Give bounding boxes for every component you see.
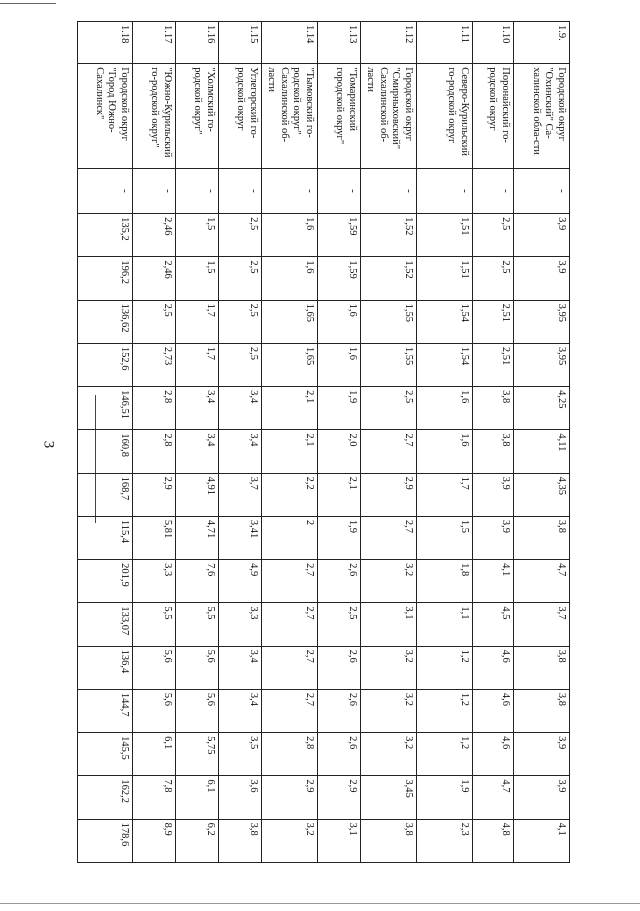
value-cell: 2,46 — [133, 214, 176, 257]
value-cell: 1,6 — [417, 387, 473, 430]
table-row — [417, 22, 473, 863]
value-cell: 3,8 — [514, 689, 570, 732]
dash-cell: - — [361, 168, 417, 213]
value-cell: 3,4 — [176, 430, 219, 473]
value-cell: 136,4 — [78, 646, 133, 689]
value-cell: 5,5 — [133, 603, 176, 646]
value-cell: 1,55 — [361, 343, 417, 386]
value-cell: 2,5 — [361, 387, 417, 430]
value-cell: 162,2 — [78, 776, 133, 819]
table-row — [78, 22, 133, 863]
row-number-cell: 1.17 — [133, 22, 176, 64]
value-cell: 4,35 — [514, 473, 570, 516]
value-cell: 8,9 — [133, 819, 176, 862]
top-rule — [0, 3, 56, 4]
value-cell: 4,9 — [219, 560, 262, 603]
value-cell: 1,5 — [176, 257, 219, 300]
value-cell: 3,41 — [219, 516, 262, 559]
value-cell: 2,46 — [133, 257, 176, 300]
table-row — [133, 22, 176, 863]
data-table — [77, 21, 570, 863]
territory-name-cell: Углегорский го-родской округ — [219, 64, 262, 169]
value-cell: 5,6 — [176, 646, 219, 689]
value-cell: 3,2 — [361, 733, 417, 776]
value-cell: 4,8 — [473, 819, 514, 862]
row-number-cell: 1.10 — [473, 22, 514, 64]
value-cell: 1,9 — [318, 387, 361, 430]
value-cell: 2,3 — [417, 819, 473, 862]
value-cell: 1,9 — [318, 516, 361, 559]
value-cell: 1,65 — [262, 343, 318, 386]
value-cell: 2,6 — [318, 560, 361, 603]
value-cell: 3,2 — [361, 560, 417, 603]
value-cell: 7,8 — [133, 776, 176, 819]
dash-cell: - — [176, 168, 219, 213]
row-number-cell: 1.9. — [514, 22, 570, 64]
value-cell: 1,51 — [417, 214, 473, 257]
value-cell: 2,0 — [318, 430, 361, 473]
value-cell: 3,4 — [176, 387, 219, 430]
value-cell: 1,2 — [417, 733, 473, 776]
value-cell: 1,9 — [417, 776, 473, 819]
value-cell: 3,1 — [318, 819, 361, 862]
territory-name-cell: Городской округ "Смирныховский" Сахалинской об-ласти — [361, 64, 417, 169]
value-cell: 3,7 — [514, 603, 570, 646]
value-cell: 2,6 — [318, 646, 361, 689]
value-cell: 3,9 — [514, 776, 570, 819]
territory-name-cell: Северо-Курильский го-родской округ — [417, 64, 473, 169]
row-number-cell: 1.13 — [318, 22, 361, 64]
dash-cell: - — [219, 168, 262, 213]
value-cell: 4,1 — [514, 819, 570, 862]
table-row — [473, 22, 514, 863]
value-cell: 5,6 — [176, 689, 219, 732]
value-cell: 4,11 — [514, 430, 570, 473]
value-cell: 4,5 — [473, 603, 514, 646]
table-body — [78, 22, 570, 863]
value-cell: 5,5 — [176, 603, 219, 646]
value-cell: 3,8 — [473, 430, 514, 473]
bottom-rule — [0, 903, 640, 904]
table-row — [361, 22, 417, 863]
value-cell: 3,8 — [514, 516, 570, 559]
value-cell: 3,1 — [361, 603, 417, 646]
value-cell: 2,1 — [262, 387, 318, 430]
value-cell: 2,9 — [133, 473, 176, 516]
value-cell: 115,4 — [78, 516, 133, 559]
value-cell: 6,2 — [176, 819, 219, 862]
value-cell: 2,9 — [361, 473, 417, 516]
row-number-cell: 1.16 — [176, 22, 219, 64]
value-cell: 2,9 — [262, 776, 318, 819]
value-cell: 5,6 — [133, 689, 176, 732]
value-cell: 2,2 — [262, 473, 318, 516]
value-cell: 1,6 — [318, 300, 361, 343]
value-cell: 2,7 — [361, 516, 417, 559]
value-cell: 3,9 — [514, 733, 570, 776]
value-cell: 4,71 — [176, 516, 219, 559]
row-number-cell: 1.15 — [219, 22, 262, 64]
value-cell: 5,81 — [133, 516, 176, 559]
value-cell: 136,62 — [78, 300, 133, 343]
dash-cell: - — [78, 168, 133, 213]
value-cell: 7,6 — [176, 560, 219, 603]
value-cell: 4,91 — [176, 473, 219, 516]
value-cell: 3,95 — [514, 343, 570, 386]
value-cell: 1,54 — [417, 300, 473, 343]
value-cell: 3,5 — [219, 733, 262, 776]
value-cell: 2,7 — [262, 646, 318, 689]
value-cell: 1,59 — [318, 214, 361, 257]
territory-name-cell: "Холмский го-родской округ" — [176, 64, 219, 169]
value-cell: 3,9 — [514, 257, 570, 300]
data-table-wrapper — [78, 21, 570, 863]
territory-name-cell: "Тымовский го-родской округ" Сахалинской об-ласти — [262, 64, 318, 169]
value-cell: 1,2 — [417, 689, 473, 732]
value-cell: 201,9 — [78, 560, 133, 603]
value-cell: 2,5 — [219, 343, 262, 386]
value-cell: 1,54 — [417, 343, 473, 386]
value-cell: 1,6 — [262, 257, 318, 300]
value-cell: 2,51 — [473, 343, 514, 386]
territory-name-cell: Поронайский го-родской округ — [473, 64, 514, 169]
territory-name-cell: "Томаринский городской округ" — [318, 64, 361, 169]
value-cell: 2,5 — [473, 257, 514, 300]
value-cell: 1,52 — [361, 214, 417, 257]
table-row — [219, 22, 262, 863]
value-cell: 1,7 — [176, 343, 219, 386]
value-cell: 196,2 — [78, 257, 133, 300]
value-cell: 2,1 — [262, 430, 318, 473]
table-row — [318, 22, 361, 863]
value-cell: 2,5 — [473, 214, 514, 257]
territory-name-cell: "Южно-Курильский го-родской округ" — [133, 64, 176, 169]
value-cell: 2,51 — [473, 300, 514, 343]
value-cell: 2,6 — [318, 733, 361, 776]
value-cell: 3,9 — [473, 516, 514, 559]
value-cell: 6,1 — [176, 776, 219, 819]
value-cell: 2,5 — [219, 214, 262, 257]
value-cell: 2,8 — [262, 733, 318, 776]
value-cell: 1,7 — [176, 300, 219, 343]
value-cell: 1,2 — [417, 646, 473, 689]
value-cell: 3,7 — [219, 473, 262, 516]
value-cell: 2,5 — [219, 300, 262, 343]
value-cell: 3,95 — [514, 300, 570, 343]
value-cell: 2 — [262, 516, 318, 559]
dash-cell: - — [318, 168, 361, 213]
value-cell: 4,6 — [473, 689, 514, 732]
value-cell: 133,07 — [78, 603, 133, 646]
value-cell: 178,6 — [78, 819, 133, 862]
value-cell: 2,7 — [361, 430, 417, 473]
row-number-cell: 1.12 — [361, 22, 417, 64]
table-row — [176, 22, 219, 863]
value-cell: 2,7 — [262, 603, 318, 646]
value-cell: 2,8 — [133, 430, 176, 473]
territory-name-cell: Городской округ "Город Южно-Сахалинск" — [78, 64, 133, 169]
value-cell: 1,8 — [417, 560, 473, 603]
value-cell: 145,5 — [78, 733, 133, 776]
row-number-cell: 1.14 — [262, 22, 318, 64]
value-cell: 3,8 — [514, 646, 570, 689]
table-row — [262, 22, 318, 863]
value-cell: 2,7 — [262, 689, 318, 732]
dash-cell: - — [417, 168, 473, 213]
value-cell: 4,25 — [514, 387, 570, 430]
value-cell: 4,6 — [473, 646, 514, 689]
value-cell: 152,6 — [78, 343, 133, 386]
value-cell: 2,9 — [318, 776, 361, 819]
value-cell: 2,5 — [133, 300, 176, 343]
value-cell: 1,7 — [417, 473, 473, 516]
value-cell: 3,9 — [514, 214, 570, 257]
value-cell: 1,55 — [361, 300, 417, 343]
value-cell: 3,6 — [219, 776, 262, 819]
value-cell: 3,9 — [473, 473, 514, 516]
value-cell: 3,2 — [361, 646, 417, 689]
dash-cell: - — [262, 168, 318, 213]
value-cell: 168,7 — [78, 473, 133, 516]
value-cell: 2,8 — [133, 387, 176, 430]
value-cell: 3,2 — [262, 819, 318, 862]
value-cell: 1,59 — [318, 257, 361, 300]
value-cell: 1,5 — [417, 516, 473, 559]
dash-cell: - — [514, 168, 570, 213]
value-cell: 3,4 — [219, 430, 262, 473]
territory-name-cell: Городской округ "Охинский" Са-халинской обла-сти — [514, 64, 570, 169]
value-cell: 4,6 — [473, 733, 514, 776]
value-cell: 146,51 — [78, 387, 133, 430]
value-cell: 3,4 — [219, 387, 262, 430]
value-cell: 2,7 — [262, 560, 318, 603]
value-cell: 1,52 — [361, 257, 417, 300]
row-number-cell: 1.11 — [417, 22, 473, 64]
value-cell: 4,7 — [514, 560, 570, 603]
value-cell: 3,4 — [219, 646, 262, 689]
value-cell: 3,2 — [361, 689, 417, 732]
value-cell: 3,3 — [133, 560, 176, 603]
value-cell: 4,1 — [473, 560, 514, 603]
value-cell: 1,6 — [417, 430, 473, 473]
value-cell: 1,5 — [176, 214, 219, 257]
value-cell: 4,7 — [473, 776, 514, 819]
value-cell: 135,2 — [78, 214, 133, 257]
dash-cell: - — [133, 168, 176, 213]
value-cell: 3,3 — [219, 603, 262, 646]
value-cell: 5,75 — [176, 733, 219, 776]
value-cell: 6,1 — [133, 733, 176, 776]
value-cell: 3,8 — [219, 819, 262, 862]
value-cell: 2,5 — [318, 603, 361, 646]
page-number: 3 — [40, 440, 57, 449]
value-cell: 1,51 — [417, 257, 473, 300]
dash-cell: - — [473, 168, 514, 213]
table-row — [514, 22, 570, 863]
value-cell: 1,1 — [417, 603, 473, 646]
value-cell: 160,8 — [78, 430, 133, 473]
value-cell: 2,5 — [219, 257, 262, 300]
value-cell: 3,4 — [219, 689, 262, 732]
value-cell: 5,6 — [133, 646, 176, 689]
value-cell: 144,7 — [78, 689, 133, 732]
value-cell: 2,1 — [318, 473, 361, 516]
value-cell: 1,6 — [318, 343, 361, 386]
row-number-cell: 1.18 — [78, 22, 133, 64]
value-cell: 3,8 — [473, 387, 514, 430]
value-cell: 3,8 — [361, 819, 417, 862]
value-cell: 1,6 — [262, 214, 318, 257]
value-cell: 2,6 — [318, 689, 361, 732]
value-cell: 2,73 — [133, 343, 176, 386]
value-cell: 3,45 — [361, 776, 417, 819]
value-cell: 1,65 — [262, 300, 318, 343]
